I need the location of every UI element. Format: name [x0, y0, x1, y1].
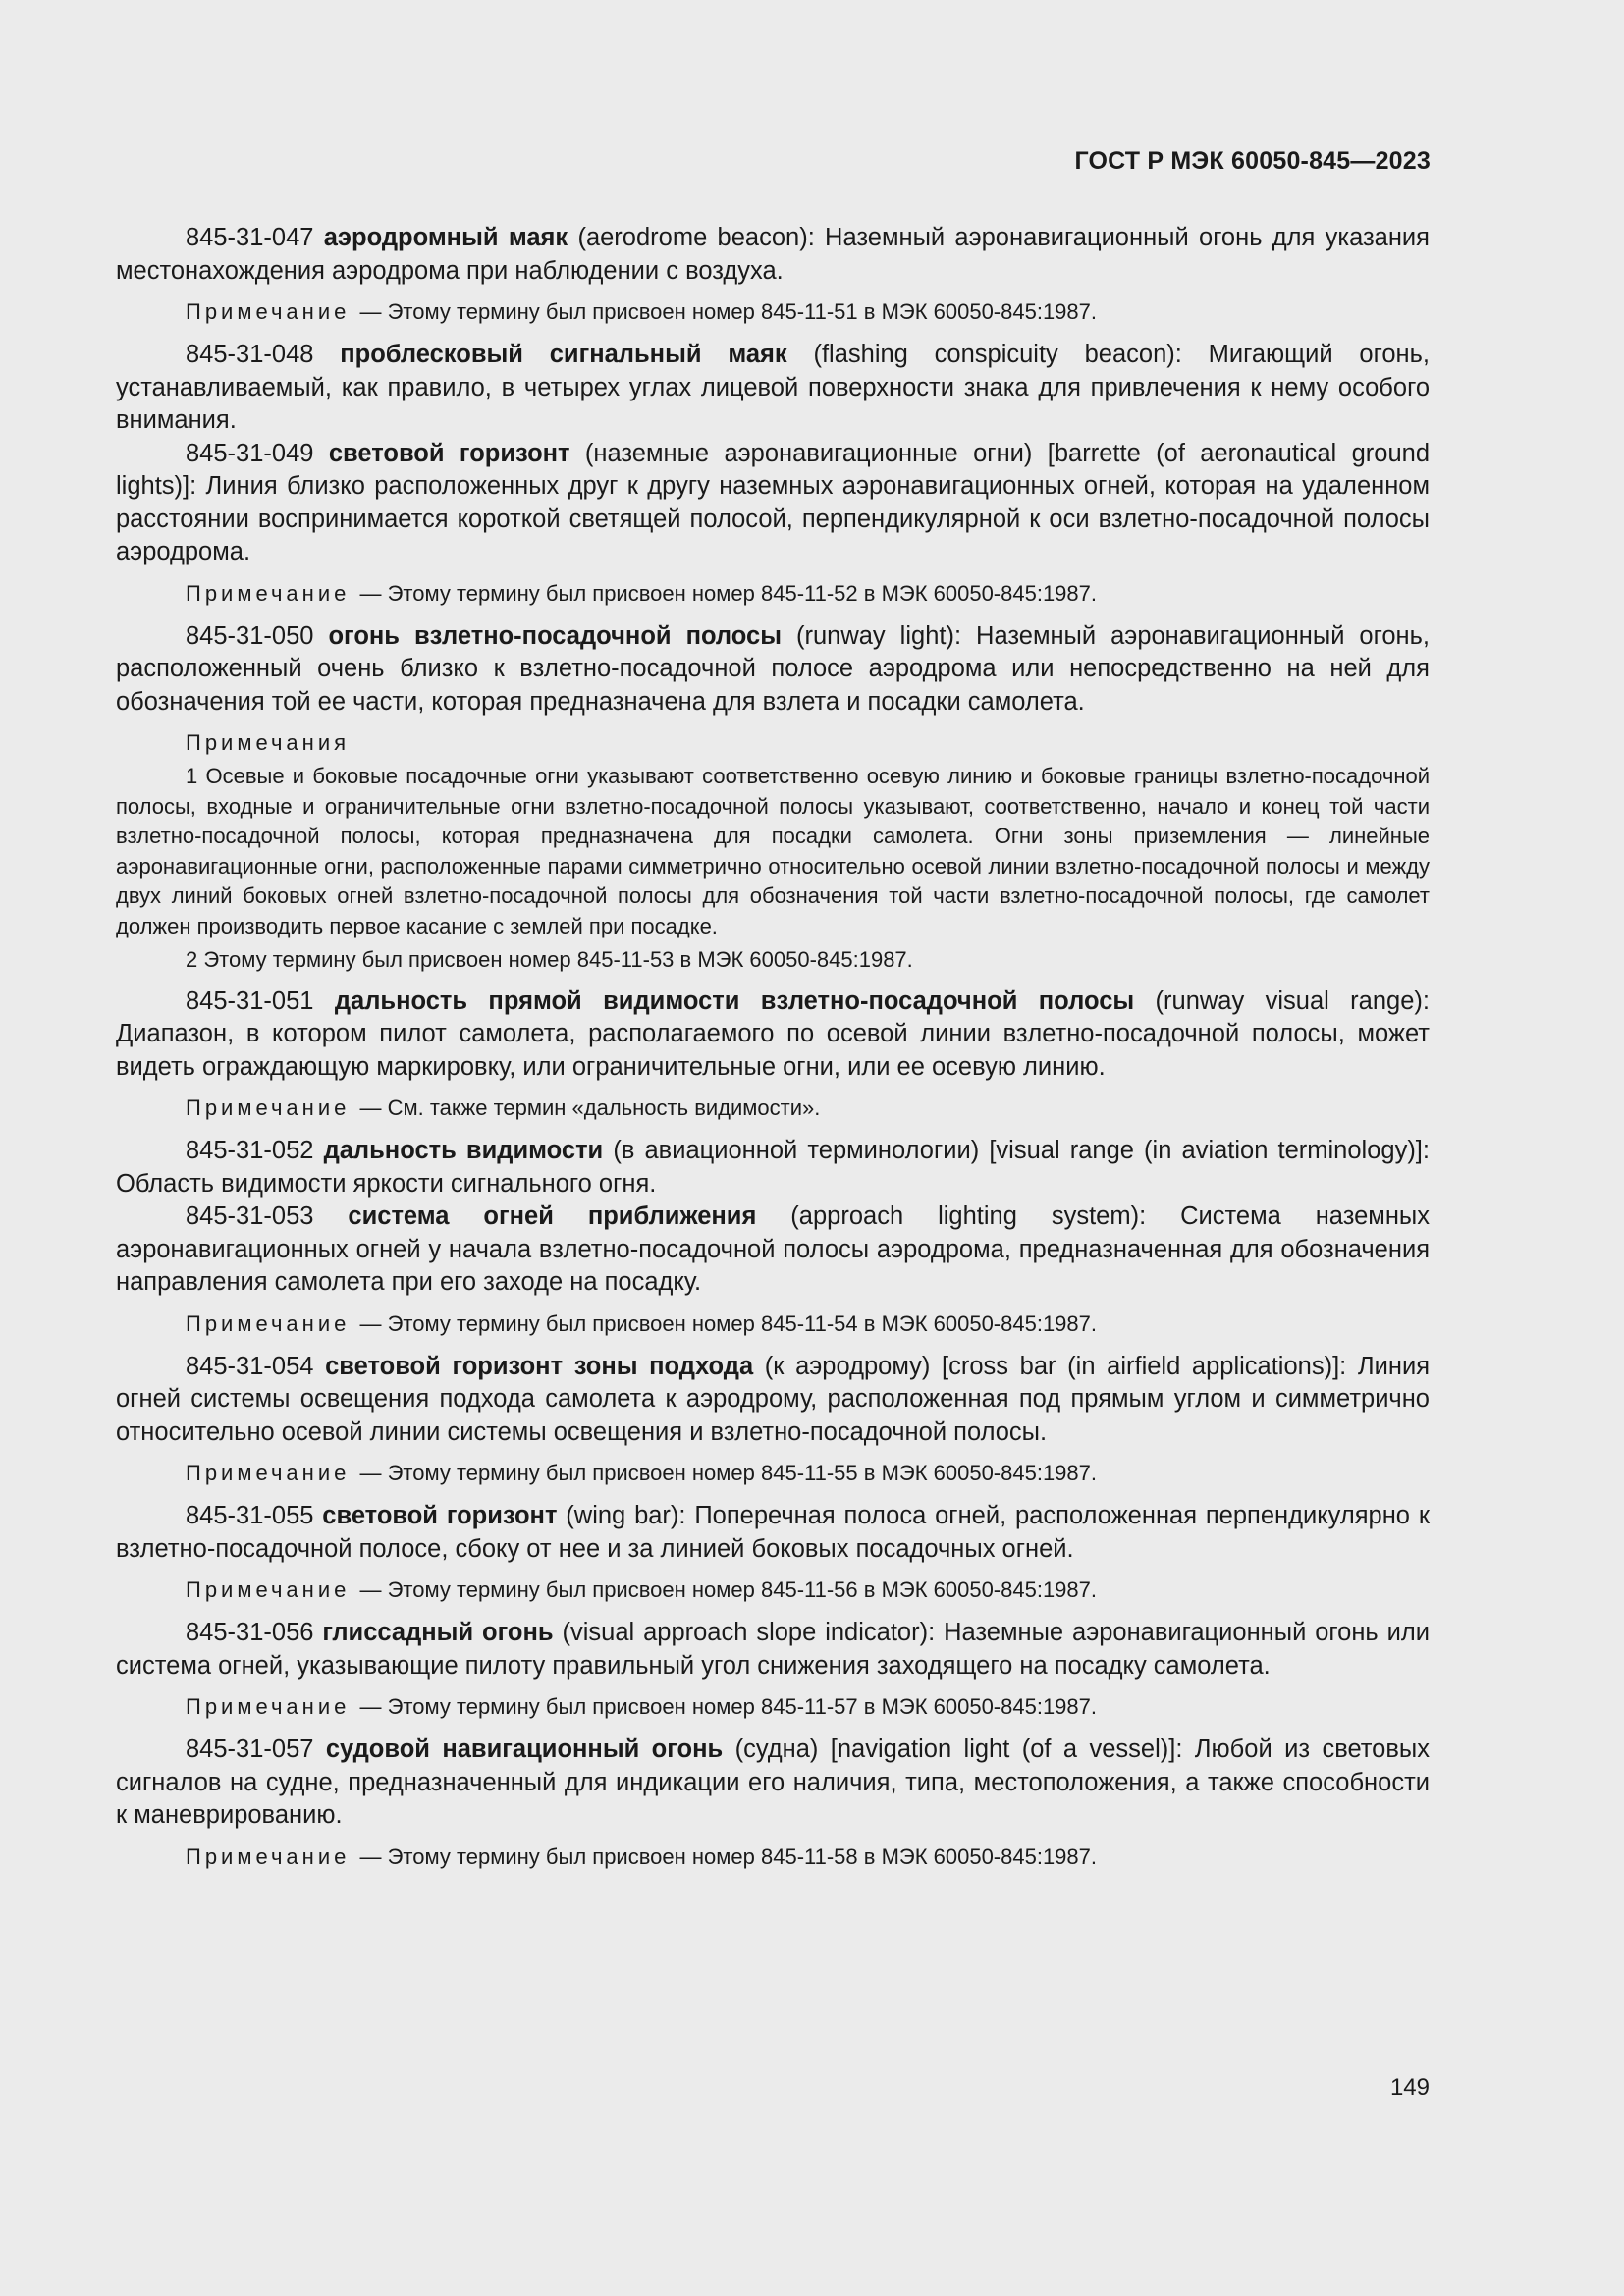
- term-number: 845-31-057: [186, 1735, 314, 1763]
- note-text: — Этому термину был присвоен номер 845-11-56 в МЭК 60050-845:1987.: [359, 1577, 1098, 1602]
- term-name: дальность прямой видимости взлетно-посадочной полосы: [334, 987, 1135, 1015]
- term-number: 845-31-047: [186, 224, 314, 251]
- term-name: световой горизонт зоны подхода: [325, 1352, 754, 1380]
- note-label: Примечание: [186, 1461, 351, 1485]
- term-number: 845-31-048: [186, 341, 314, 368]
- document-header: ГОСТ Р МЭК 60050-845—2023: [1074, 147, 1431, 175]
- term-note: [116, 1459, 1430, 1488]
- term-number: 845-31-056: [186, 1619, 314, 1646]
- term-note: [116, 1309, 1430, 1339]
- term-entry: [116, 620, 1430, 720]
- note-label: Примечание: [186, 1310, 351, 1336]
- term-note: [116, 1575, 1430, 1605]
- term-number: 845-31-052: [186, 1137, 314, 1164]
- term-name: огонь взлетно-посадочной полосы: [328, 621, 782, 650]
- term-entry: [116, 1201, 1430, 1300]
- term-name: дальность видимости: [323, 1137, 604, 1164]
- term-definition: (судна) [navigation light (of a vessel)]: Любой из световых сигналов на судне, предназначенный для индикации его наличия, типа, местоположения, а также способности к маневрированию.: [116, 1735, 1430, 1829]
- term-number: 845-31-055: [186, 1502, 314, 1529]
- term-entry: [116, 1734, 1430, 1833]
- term-name: световой горизонт: [322, 1502, 558, 1529]
- term-name: система огней приближения: [348, 1202, 757, 1230]
- term-name: аэродромный маяк: [323, 224, 568, 251]
- note-text: — Этому термину был присвоен номер 845-11-57 в МЭК 60050-845:1987.: [359, 1694, 1098, 1719]
- term-entry: [116, 1351, 1430, 1450]
- term-note: [116, 1842, 1430, 1872]
- term-definition: (runway visual range): Диапазон, в котором пилот самолета, располагаемого по осевой линии взлетно-посадочной полосы, может видеть ограждающую маркировку, или ограничительные огни, или ее осевую линию.: [116, 987, 1430, 1081]
- term-definition: (approach lighting system): Система наземных аэронавигационных огней у начала взлетно-посадочной полосы аэродрома, предназначенная для обозначения направления самолета при его заходе на посадку.: [116, 1202, 1430, 1296]
- note-label: Примечание: [186, 299, 351, 324]
- term-definition: (wing bar): Поперечная полоса огней, расположенная перпендикулярно к взлетно-посадочной полосе, сбоку от нее и за линией боковых посадочных огней.: [116, 1502, 1430, 1563]
- note-item: 2 Этому термину был присвоен номер 845-11-53 в МЭК 60050-845:1987.: [186, 947, 913, 972]
- term-definition: (к аэродрому) [cross bar (in airfield applications)]: Линия огней системы освещения подхода самолета к аэродрому, расположенная под прямым углом и симметрично относительно осевой линии системы освещения и взлетно-посадочной полосы.: [116, 1352, 1431, 1446]
- note-text: — Этому термину был присвоен номер 845-11-51 в МЭК 60050-845:1987.: [359, 299, 1098, 324]
- term-note: [116, 1692, 1430, 1722]
- term-number: 845-31-051: [186, 987, 314, 1015]
- note-label: Примечание: [186, 580, 351, 606]
- term-name: судовой навигационный огонь: [325, 1735, 724, 1763]
- note-label: Примечание: [186, 1577, 351, 1602]
- term-entry: [116, 1617, 1430, 1682]
- term-definition: (в авиационной терминологии) [visual range (in aviation terminology)]: Область видимости яркости сигнального огня.: [116, 1137, 1430, 1198]
- term-definition: (visual approach slope indicator): Наземные аэронавигационный огонь или система огней, указывающие пилоту правильный угол снижения заходящего на посадку самолета.: [116, 1619, 1430, 1680]
- term-entry: [116, 1500, 1430, 1566]
- note-text: — Этому термину был присвоен номер 845-11-52 в МЭК 60050-845:1987.: [359, 580, 1098, 606]
- note-label: Примечание: [186, 1694, 351, 1719]
- term-entry: [116, 986, 1430, 1085]
- term-number: 845-31-054: [186, 1352, 314, 1380]
- term-number: 845-31-053: [186, 1202, 314, 1230]
- term-entry: [116, 438, 1430, 569]
- term-definition: (runway light): Наземный аэронавигационный огонь, расположенный очень близко к взлетно-посадочной полосе аэродрома или непосредственно на ней для обозначения той ее части, которая предназначена для взлета и посадки самолета.: [116, 621, 1430, 716]
- note-item: 1 Осевые и боковые посадочные огни указывают соответственно осевую линию и боковые границы взлетно-посадочной полосы, входные и ограничительные огни взлетно-посадочной полосы указывают, соответственно, начало и конец той части взлетно-посадочной полосы, которая предназначена для посадки самолета. Огни зоны приземления — линейные аэронавигационные огни, расположенные парами симметрично относительно осевой линии взлетно-посадочной полосы и между двух линий боковых огней взлетно-посадочной полосы для обозначения той части взлетно-посадочной полосы, где самолет должен производить первое касание с землей при посадке.: [116, 764, 1430, 938]
- note-text: — Этому термину был присвоен номер 845-11-54 в МЭК 60050-845:1987.: [359, 1310, 1098, 1336]
- term-note: [116, 1094, 1430, 1123]
- term-entry: [116, 222, 1430, 288]
- note-text: — Этому термину был присвоен номер 845-11-58 в МЭК 60050-845:1987.: [359, 1843, 1098, 1869]
- terms-content: [116, 222, 1430, 1884]
- term-definition: (aerodrome beacon): Наземный аэронавигационный огонь для указания местонахождения аэродрома при наблюдении с воздуха.: [116, 224, 1430, 285]
- term-name: световой горизонт: [328, 439, 570, 467]
- term-entry: [116, 1135, 1430, 1201]
- page-number: 149: [1389, 2074, 1430, 2101]
- term-notes: [116, 728, 1430, 976]
- notes-label: Примечания: [186, 730, 351, 755]
- term-entry: [116, 339, 1430, 438]
- term-note: [116, 297, 1430, 327]
- term-name: проблесковый сигнальный маяк: [340, 341, 787, 368]
- term-number: 845-31-050: [186, 621, 314, 650]
- note-text: — Этому термину был присвоен номер 845-11-55 в МЭК 60050-845:1987.: [359, 1461, 1098, 1485]
- term-name: глиссадный огонь: [322, 1619, 554, 1646]
- note-label: Примечание: [186, 1095, 351, 1120]
- term-definition: (flashing conspicuity beacon): Мигающий огонь, устанавливаемый, как правило, в четырех углах лицевой поверхности знака для привлечения к нему особого внимания.: [116, 341, 1430, 434]
- note-label: Примечание: [186, 1843, 351, 1869]
- term-note: [116, 579, 1430, 609]
- note-text: — См. также термин «дальность видимости».: [359, 1095, 821, 1120]
- term-definition: (наземные аэронавигационные огни) [barrette (of aeronautical ground lights)]: Линия близко расположенных друг к другу наземных аэронавигационных огней, которая на удаленном расстоянии воспринимается короткой светящей полосой, перпендикулярной к оси взлетно-посадочной полосы аэродрома.: [116, 439, 1430, 565]
- term-number: 845-31-049: [186, 439, 314, 467]
